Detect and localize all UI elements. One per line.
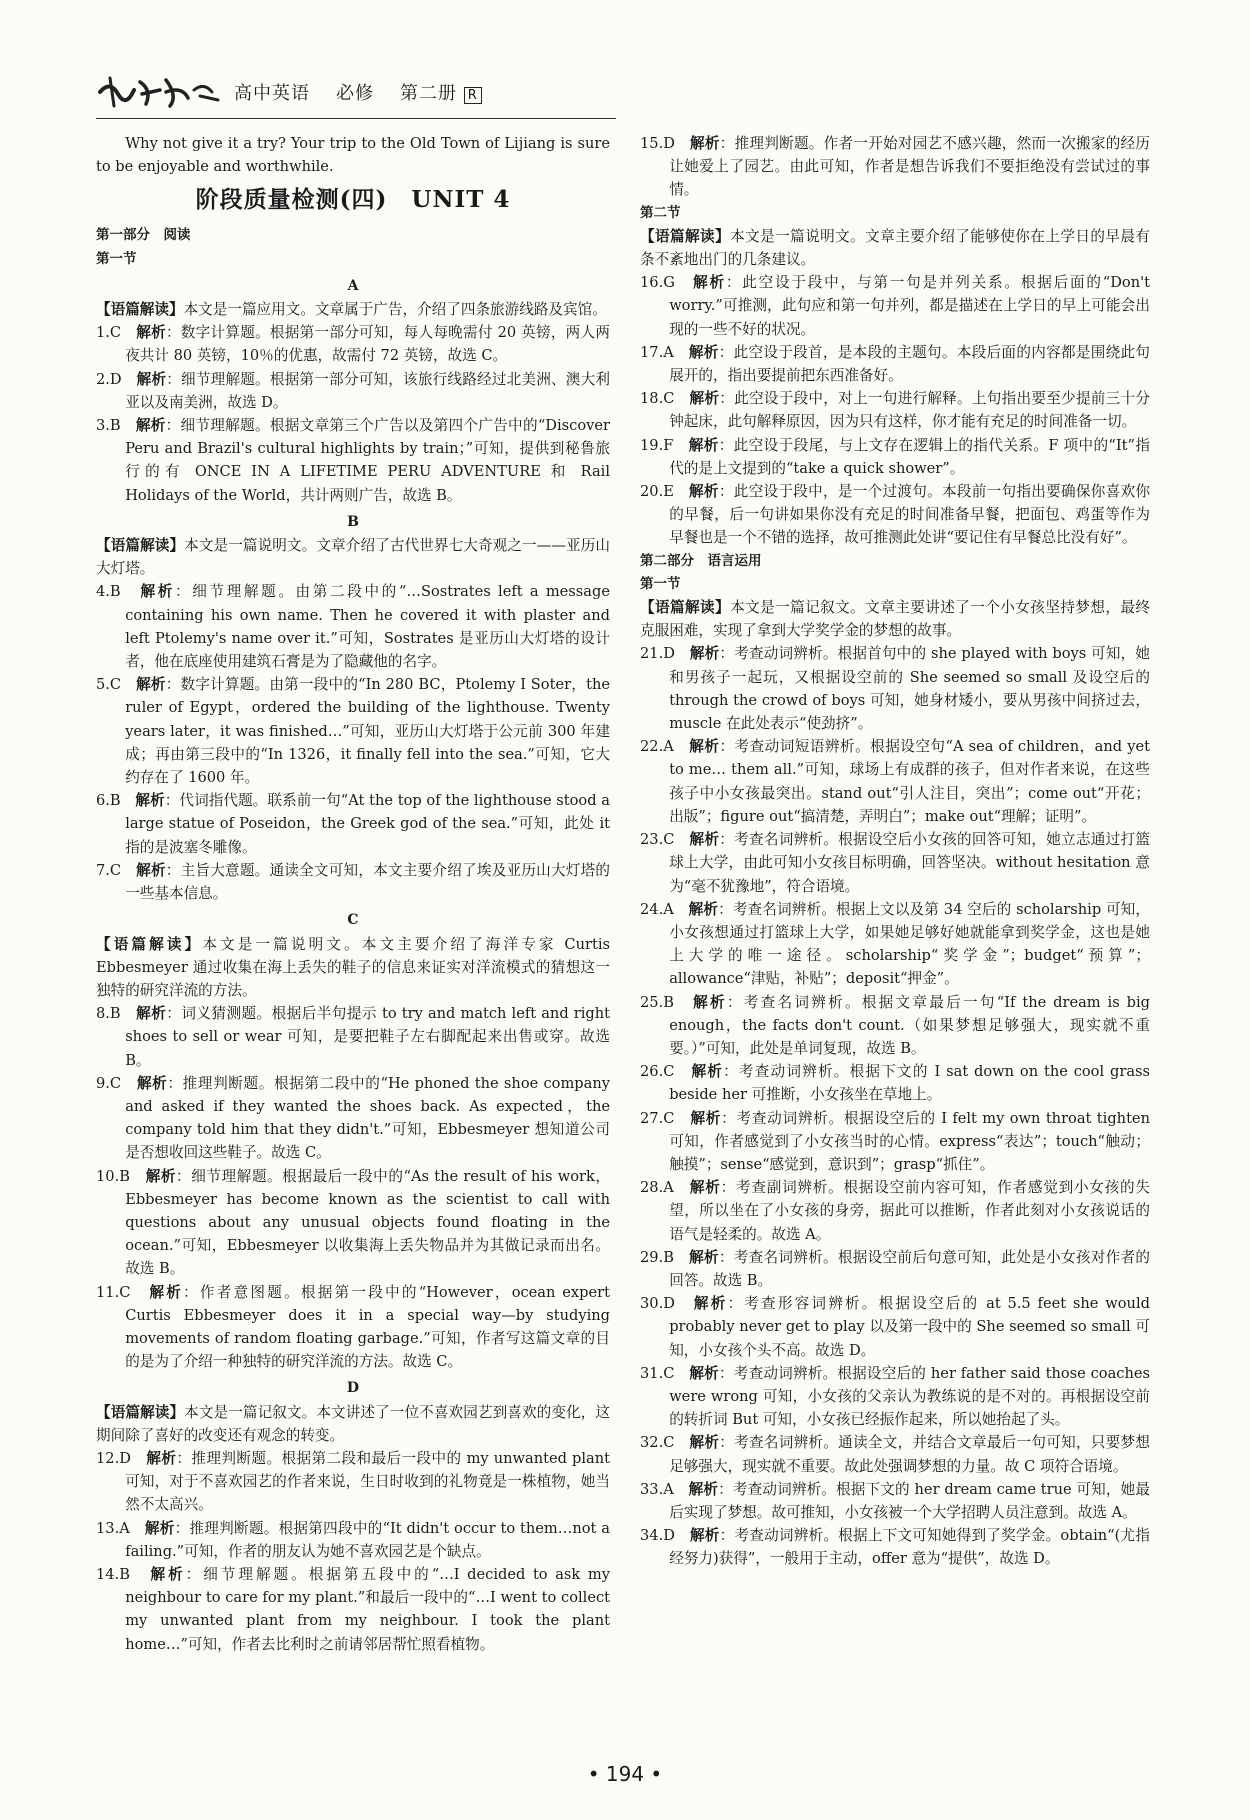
answer-item xyxy=(96,580,610,673)
answer-number: 3.B xyxy=(96,417,121,435)
answer-text: ：考查名词辨析。根据文章最后一句“If the dream is big enough，the facts don't count.（如果梦想足够强大，现实就不重要。）”可知，此处是单词复现，故选 B。 xyxy=(669,993,1150,1057)
answer-number: 29.B xyxy=(640,1248,674,1266)
answer-number: 33.A xyxy=(640,1480,674,1498)
answer-item xyxy=(640,1431,1150,1477)
edition-badge: R xyxy=(464,87,482,104)
answer-number: 7.C xyxy=(96,861,122,879)
answer-item xyxy=(640,991,1150,1061)
answer-number: 11.C xyxy=(96,1283,131,1301)
answer-item xyxy=(640,1107,1150,1177)
intro-label: 【语篇解读】 xyxy=(96,537,185,555)
answer-item xyxy=(96,1072,610,1165)
answer-label: 解析 xyxy=(689,831,720,849)
answer-text: ：推理判断题。作者一开始对园艺不感兴趣，然而一次搬家的经历让她爱上了园艺。由此可知，作者是想告诉我们不要拒绝没有尝试过的事情。 xyxy=(669,135,1150,199)
page-header xyxy=(96,70,482,114)
answer-number: 15.D xyxy=(640,135,675,152)
header-book-number xyxy=(400,79,482,105)
answer-text: ：考查名词辨析。根据设空后小女孩的回答可知，她立志通过打篮球上大学，由此可知小女孩目标明确，回答坚决。without hesitation 意为“毫不犹豫地”，符合语境。 xyxy=(669,831,1150,895)
answer-number: 30.D xyxy=(640,1295,675,1313)
answer-item xyxy=(96,1563,610,1656)
answer-number: 34.D xyxy=(640,1527,675,1545)
answer-number: 17.A xyxy=(640,343,674,361)
passage-letter: D xyxy=(346,1380,360,1397)
answer-item xyxy=(640,1060,1150,1106)
passage-letter: A xyxy=(347,277,359,294)
answer-item xyxy=(640,642,1150,735)
answer-text: ：细节理解题。根据文章第三个广告以及第四个广告中的“Discover Peru and Brazil's cultural highlights by train；”可知，提供到秘鲁旅行的有 ONCE IN A LIFETIME PERU ADVENTURE 和 Rail Holidays of the World，共计两则广告，故选 B。 xyxy=(125,417,610,504)
answer-label: 解析 xyxy=(136,861,166,879)
answer-label: 解析 xyxy=(149,1283,184,1301)
answer-label: 解析 xyxy=(136,676,166,694)
answer-item xyxy=(96,673,610,789)
answer-label: 解析 xyxy=(145,1167,177,1185)
header-rule xyxy=(96,118,616,119)
calligraphy-logo xyxy=(96,72,224,112)
passage-intro xyxy=(96,298,610,321)
answer-text: ：此空设于段首，是本段的主题句。本段后面的内容都是围绕此句展开的，指出要提前把东西准备好。 xyxy=(669,343,1150,385)
passage-intro xyxy=(96,1401,610,1447)
answer-item xyxy=(96,1447,610,1517)
answer-number: 5.C xyxy=(96,676,122,694)
answer-label: 解析 xyxy=(135,792,165,810)
answer-number: 25.B xyxy=(640,993,674,1011)
answer-text: ：考查动词辨析。根据设空后的 her father said those coaches were wrong 可知，小女孩的父亲认为教练说的是不对的。再根据设空前的转折词 But 可知，小女孩已经振作起来，所以她抬起了头。 xyxy=(669,1364,1150,1429)
answer-number: 12.D xyxy=(96,1449,131,1467)
answer-text: ：推理判断题。根据第二段中的“He phoned the shoe company and asked if they wanted the shoes back. As expected，the company told him that they didn't.”可知，Ebbesmeyer 想知道公司是否想收回这些鞋子。故选 C。 xyxy=(125,1074,610,1162)
answer-number: 14.B xyxy=(96,1565,130,1583)
section-heading: 第一节 xyxy=(96,250,137,267)
answer-number: 6.B xyxy=(96,792,121,810)
answer-item xyxy=(96,321,610,367)
closing-paragraph: Why not give it a try? Your trip to the Old Town of Lijiang is sure to be enjoyable and worthwhile. xyxy=(96,135,610,176)
answer-label: 解析 xyxy=(689,738,720,756)
answer-label: 解析 xyxy=(146,1449,177,1467)
answer-label: 解析 xyxy=(693,1295,728,1313)
intro-label: 【语篇解读】 xyxy=(96,301,184,319)
answer-text: ：作者意图题。根据第一段中的“However，ocean expert Curtis Ebbesmeyer does it in a special way—by studying movements of random floating garbage.”可知，作者写这篇文章的目的是为了介绍一种独特的研究洋流的方法。故选 C。 xyxy=(125,1283,610,1371)
answer-item xyxy=(640,271,1150,341)
answer-text: ：推理判断题。根据第四段中的“It didn't occur to them…not a failing.”可知，作者的朋友认为她不喜欢园艺是个缺点。 xyxy=(125,1519,610,1560)
answer-number: 31.C xyxy=(640,1364,675,1382)
answer-label: 解析 xyxy=(140,583,175,601)
answer-text: ：考查动词辨析。根据上下文可知她得到了奖学金。obtain“(尤指经努力)获得”，一般用于主动，offer 意为“提供”，故选 D。 xyxy=(669,1527,1150,1568)
answer-text: ：此空设于段中，对上一句进行解释。上句指出要至少提前三十分钟起床，此句解释原因，因为只有这样，你才能有充足的时间准备一切。 xyxy=(669,390,1150,431)
answer-text: ：词义猜测题。根据后半句提示 to try and match left and right shoes to sell or wear 可知，是要把鞋子左右脚配起来出售或穿。故选 B。 xyxy=(125,1005,610,1069)
passage-intro xyxy=(640,596,1150,642)
answer-text: ：推理判断题。根据第二段和最后一段中的 my unwanted plant 可知，对于不喜欢园艺的作者来说，生日时收到的礼物竟是一株植物，她当然不太高兴。 xyxy=(125,1449,610,1514)
answer-label: 解析 xyxy=(136,1005,167,1023)
header-text xyxy=(234,79,482,105)
answer-number: 18.C xyxy=(640,390,675,408)
answer-item xyxy=(640,735,1150,828)
part-heading: 第二部分 语言运用 xyxy=(640,552,762,569)
answer-text: ：细节理解题。根据第五段中的“…I decided to ask my neighbour to care for my plant.”和最后一段中的“…I went to collect my unwanted plant from my neighbour. I took the plant home…”可知，作者去比利时之前请邻居帮忙照看植物。 xyxy=(125,1565,610,1653)
answer-text: ：考查副词辨析。根据设空前内容可知，作者感觉到小女孩的失望，所以坐在了小女孩的身旁，据此可以推断，作者此刻对小女孩说话的语气是轻柔的。故选 A。 xyxy=(669,1179,1150,1243)
answer-number: 28.A xyxy=(640,1179,674,1197)
answer-text: ：考查动词辨析。根据设空后的 I felt my own throat tighten 可知，作者感觉到了小女孩当时的心情。express“表达”；touch“触动；触摸”；sense“感觉到，意识到”；grasp“抓住”。 xyxy=(669,1109,1150,1173)
answer-text: ：此空设于段中，与第一句是并列关系。根据后面的“Don't worry.”可推测，此句应和第一句并列，都是描述在上学日的早上可能会出现的一些不好的状况。 xyxy=(669,274,1150,338)
answer-number: 26.C xyxy=(640,1063,675,1081)
answer-number: 20.E xyxy=(640,483,674,501)
answer-label: 解析 xyxy=(688,900,719,918)
answer-item xyxy=(96,859,610,905)
answer-item xyxy=(640,828,1150,898)
answer-label: 解析 xyxy=(689,1527,720,1545)
passage-intro xyxy=(640,225,1150,271)
answer-text: ：考查名词辨析。根据设空前后句意可知，此处是小女孩对作者的回答。故选 B。 xyxy=(669,1248,1150,1289)
answer-number: 23.C xyxy=(640,831,675,849)
answer-text: ：此空设于段尾，与上文存在逻辑上的指代关系。F 项中的“It”指代的是上文提到的“take a quick shower”。 xyxy=(669,436,1150,477)
header-volume: 必修 xyxy=(336,83,374,104)
answer-label: 解析 xyxy=(690,1109,722,1127)
section-heading: 第二节 xyxy=(640,204,681,221)
answer-label: 解析 xyxy=(689,645,720,663)
section-heading: 第一节 xyxy=(640,575,681,592)
answer-text: ：细节理解题。由第二段中的“…Sostrates left a message containing his own name. Then he covered it with plaster and left Ptolemy's name over it.”可知，Sostrates 是亚历山大灯塔的设计者，他在底座使用建筑石膏是为了隐藏他的名字。 xyxy=(125,583,610,671)
intro-label: 【语篇解读】 xyxy=(640,227,731,245)
answer-item xyxy=(640,1176,1150,1246)
answer-label: 解析 xyxy=(690,135,720,152)
passage-c xyxy=(96,909,610,1373)
answer-label: 解析 xyxy=(150,1565,186,1583)
passage-letter: C xyxy=(347,912,359,929)
page-title: 阶段质量检测(四) UNIT 4 xyxy=(195,186,511,214)
answer-label: 解析 xyxy=(689,1179,721,1197)
answer-number: 32.C xyxy=(640,1434,675,1452)
answer-label: 解析 xyxy=(689,390,720,408)
header-book: 高中英语 xyxy=(234,83,310,104)
answer-label: 解析 xyxy=(689,1434,720,1452)
answer-label: 解析 xyxy=(144,1519,175,1537)
answer-number: 13.A xyxy=(96,1519,130,1537)
passage-d xyxy=(96,1377,610,1655)
left-column xyxy=(96,132,610,1656)
answer-number: 2.D xyxy=(96,370,122,388)
answer-item xyxy=(640,1246,1150,1292)
answer-item xyxy=(96,368,610,414)
answer-item xyxy=(640,1362,1150,1432)
answer-text: ：考查动词辨析。根据下文的 I sat down on the cool grass beside her 可推断，小女孩坐在草地上。 xyxy=(669,1063,1150,1104)
answer-item xyxy=(640,387,1150,433)
answer-number: 16.G xyxy=(640,274,675,292)
answer-text: ：考查动词短语辨析。根据设空句“A sea of children，and yet to me… them all.”可知，球场上有成群的孩子，但对作者来说，在这些孩子中小女孩最突出。stand out“引人注目，突出”；come out“开花；出版”；figure out“搞清楚，弄明白”；make out“理解；证明”。 xyxy=(669,738,1150,825)
answer-item xyxy=(96,1281,610,1374)
answer-item xyxy=(640,480,1150,550)
answer-label: 解析 xyxy=(693,993,727,1011)
answer-item xyxy=(96,1002,610,1072)
answer-text: ：细节理解题。根据第一部分可知，该旅行线路经过北美洲、澳大利亚以及南美洲，故选 D。 xyxy=(125,370,610,411)
passage-intro xyxy=(96,933,610,1003)
intro-text: 本文是一篇应用文。文章属于广告，介绍了四条旅游线路及宾馆。 xyxy=(183,301,607,319)
passage-letter: B xyxy=(347,513,359,530)
intro-text: 本文是一篇说明文。本文主要介绍了海洋专家 Curtis Ebbesmeyer 通过收集在海上丢失的鞋子的信息来证实对洋流模式的猜想这一独特的研究洋流的方法。 xyxy=(96,935,610,999)
answer-text: ：考查形容词辨析。根据设空后的 at 5.5 feet she would probably never get to play 以及第一段中的 She seemed so small 可知，小女孩个头不高。故选 D。 xyxy=(669,1295,1150,1359)
part-heading: 第一部分 阅读 xyxy=(96,227,191,244)
answer-text: ：考查名词辨析。根据上文以及第 34 空后的 scholarship 可知，小女孩想通过打篮球上大学，如果她足够好她就能拿到奖学金，这也是她上大学的唯一途径。scholarship“奖学金”；budget“预算”；allowance“津贴，补贴”；deposit“押金”。 xyxy=(669,900,1150,988)
answer-item xyxy=(640,132,1150,202)
answer-text: ：考查动词辨析。根据首句中的 she played with boys 可知，她和男孩子一起玩，又根据设空前的 She seemed so small 及设空后的 through the crowd of boys 可知，她身材矮小，要从男孩中间挤过去，muscle 在此处表示“使劲挤”。 xyxy=(669,645,1150,733)
passage-a xyxy=(96,275,610,507)
answer-item xyxy=(96,789,610,859)
intro-label: 【语篇解读】 xyxy=(96,1403,185,1421)
answer-text: ：此空设于段中，是一个过渡句。本段前一句指出要确保你喜欢你的早餐，后一句讲如果你没有充足的时间准备早餐，把面包、鸡蛋等作为早餐也是一个不错的选择，故可推测此处讲“要记住有早餐总比没有好”。 xyxy=(669,483,1150,547)
answer-text: ：数字计算题。根据第一部分可知，每人每晚需付 20 英镑，两人两夜共计 80 英镑，10％的优惠，故需付 72 英镑，故选 C。 xyxy=(125,324,610,365)
answer-item xyxy=(96,1165,610,1281)
answer-label: 解析 xyxy=(688,436,719,454)
intro-label: 【语篇解读】 xyxy=(640,599,731,617)
answer-number: 19.F xyxy=(640,436,674,454)
answer-label: 解析 xyxy=(136,1074,168,1092)
answer-text: ：细节理解题。根据最后一段中的“As the result of his work，Ebbesmeyer has become known as the scientist to call with questions about any unusual objects found floating in the ocean.”可知，Ebbesmeyer 以收集海上丢失物品并为其做记录而出名。故选 B。 xyxy=(125,1167,610,1278)
answer-item xyxy=(640,1292,1150,1362)
passage-intro xyxy=(96,534,610,580)
answer-label: 解析 xyxy=(693,274,726,292)
answer-item xyxy=(640,1478,1150,1524)
answer-number: 8.B xyxy=(96,1005,121,1023)
answer-label: 解析 xyxy=(136,370,167,388)
answer-number: 4.B xyxy=(96,583,121,601)
intro-text: 本文是一篇说明文。文章主要介绍了能够使你在上学日的早晨有条不紊地出门的几条建议。 xyxy=(640,227,1150,269)
answer-label: 解析 xyxy=(689,1364,719,1382)
answer-number: 21.D xyxy=(640,645,675,663)
answer-label: 解析 xyxy=(135,417,166,435)
answer-number: 1.C xyxy=(96,324,122,342)
answer-label: 解析 xyxy=(688,343,719,361)
answer-label: 解析 xyxy=(688,1480,719,1498)
right-column xyxy=(640,132,1150,1571)
answer-item xyxy=(96,414,610,507)
answer-label: 解析 xyxy=(691,1063,724,1081)
answer-number: 24.A xyxy=(640,900,674,918)
answer-number: 22.A xyxy=(640,738,674,756)
answer-label: 解析 xyxy=(136,324,166,342)
answer-text: ：代词指代题。联系前一句“At the top of the lighthouse stood a large statue of Poseidon，the Greek god of the sea.”可知，此处 it 指的是波塞冬雕像。 xyxy=(125,792,610,856)
intro-text: 本文是一篇记叙文。文章主要讲述了一个小女孩坚持梦想，最终克服困难，实现了拿到大学奖学金的梦想的故事。 xyxy=(640,599,1150,640)
intro-label: 【语篇解读】 xyxy=(96,935,203,953)
answer-label: 解析 xyxy=(689,1248,719,1266)
answer-item xyxy=(640,434,1150,480)
answer-item xyxy=(640,341,1150,387)
answer-text: ：主旨大意题。通读全文可知，本文主要介绍了埃及亚历山大灯塔的一些基本信息。 xyxy=(125,861,610,903)
answer-number: 27.C xyxy=(640,1109,675,1127)
answer-text: ：考查名词辨析。通读全文，并结合文章最后一句可知，只要梦想足够强大，现实就不重要。故此处强调梦想的力量。故 C 项符合语境。 xyxy=(669,1434,1150,1475)
answer-number: 9.C xyxy=(96,1074,122,1092)
answer-number: 10.B xyxy=(96,1167,130,1185)
page-number: • 194 • xyxy=(587,1762,663,1786)
answer-text: ：数字计算题。由第一段中的“In 280 BC，Ptolemy I Soter，the ruler of Egypt，ordered the building of the lighthouse. Twenty years later，it was finished…”可知，亚历山大灯塔于公元前 300 年建成；再由第三段中的“In 1326，it finally fell into the sea.”可知，它大约存在了 1600 年。 xyxy=(125,676,610,787)
intro-text: 本文是一篇记叙文。本文讲述了一位不喜欢园艺到喜欢的变化，这期间除了喜好的改变还有观念的转变。 xyxy=(96,1403,610,1444)
answer-label: 解析 xyxy=(689,483,719,501)
passage-b xyxy=(96,511,610,905)
answer-text: ：考查动词辨析。根据下文的 her dream came true 可知，她最后实现了梦想。故可推知，小女孩被一个大学招聘人员注意到。故选 A。 xyxy=(669,1480,1150,1521)
answer-item xyxy=(640,1524,1150,1570)
header-book-number-text: 第二册 xyxy=(400,83,457,104)
intro-text: 本文是一篇说明文。文章介绍了古代世界七大奇观之一——亚历山大灯塔。 xyxy=(96,537,610,578)
answer-item xyxy=(96,1517,610,1563)
answer-item xyxy=(640,898,1150,991)
